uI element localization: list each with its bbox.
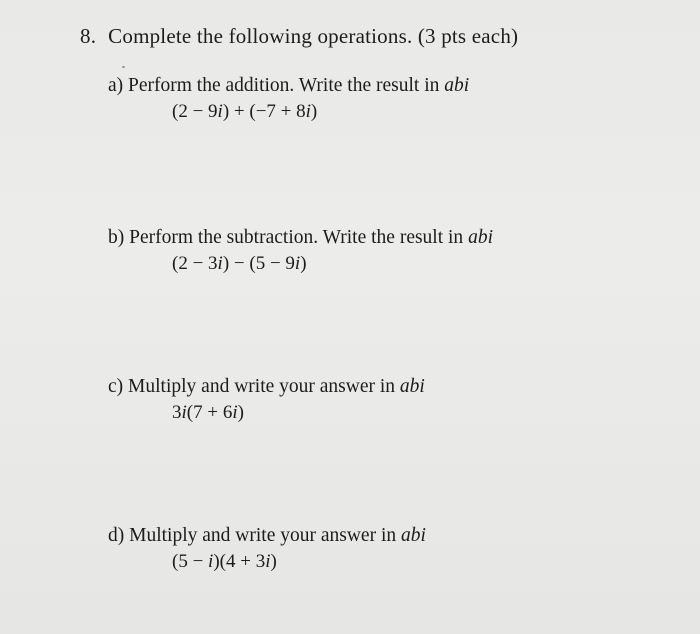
part-b-instruction xyxy=(108,226,493,250)
part-a-instruction xyxy=(108,74,469,98)
part-c-instruction xyxy=(108,375,425,399)
question-number: 8. xyxy=(80,24,97,48)
question-title: Complete the following operations. (3 pts each) xyxy=(108,24,519,48)
part-a-expression: (2 − 9i) + (−7 + 8i) xyxy=(172,101,318,122)
part-d-expression: (5 − i)(4 + 3i) xyxy=(172,551,277,572)
paper-speck xyxy=(122,66,125,68)
question-heading xyxy=(80,24,518,49)
part-a-instruction-text: Perform the addition. Write the result in xyxy=(128,75,440,96)
part-d-instruction xyxy=(108,524,426,548)
part-d xyxy=(108,524,426,574)
part-c-instruction-text: Multiply and write your answer in xyxy=(128,376,396,397)
part-b-expression: (2 − 3i) − (5 − 9i) xyxy=(172,253,307,274)
part-c-expression: 3i(7 + 6i) xyxy=(172,402,244,423)
part-b xyxy=(108,226,493,276)
part-b-form: abi xyxy=(468,227,493,248)
part-c xyxy=(108,375,425,425)
part-b-instruction-text: Perform the subtraction. Write the result in xyxy=(129,227,464,248)
part-d-label: d) xyxy=(108,525,125,546)
part-c-label: c) xyxy=(108,376,124,397)
part-c-form: abi xyxy=(399,376,425,397)
part-a-form: abi xyxy=(444,75,470,96)
part-b-label: b) xyxy=(108,227,125,248)
part-d-form: abi xyxy=(401,525,426,546)
part-d-instruction-text: Multiply and write your answer in xyxy=(129,525,397,546)
part-a-label: a) xyxy=(108,75,124,96)
part-a xyxy=(108,74,469,124)
